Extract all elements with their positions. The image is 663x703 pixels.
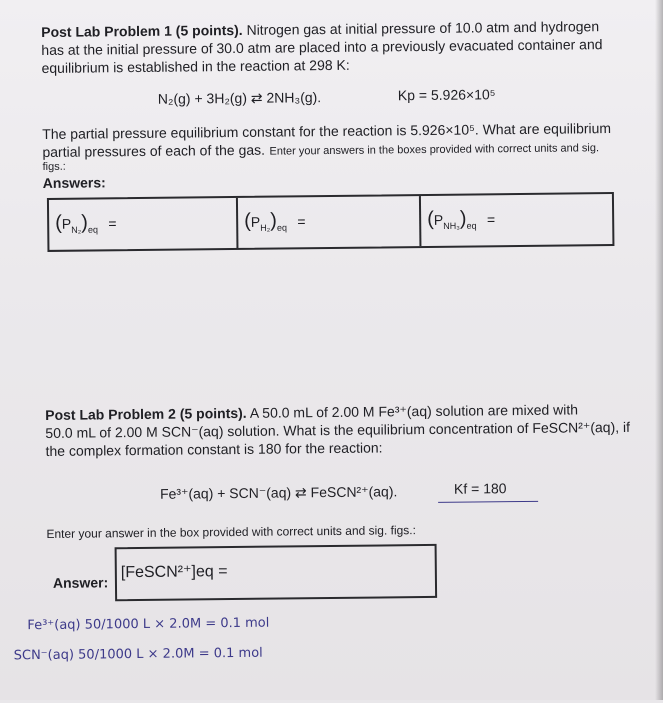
eq-sub: eq [466,220,477,231]
equals-sign: = [486,211,496,228]
equals-sign: = [108,215,117,232]
p-sub: NH₃ [443,220,460,231]
handwriting-line-2: SCN⁻(aq) 50/1000 L × 2.0M = 0.1 mol [13,645,263,664]
paren-close: ) [81,211,88,234]
p2-kf: Kf = 180 [453,480,507,497]
p1-desc-2-small: Enter your answers in the boxes provided with correct units and sig. [269,142,600,158]
p2-line-1-rest: A 50.0 mL of 2.00 M Fe³⁺(aq) solution are mixed with [249,401,579,421]
eq-sub: eq [276,222,287,233]
p1-divider-2 [419,196,422,246]
paren-open: ( [427,207,434,230]
p1-reaction: N₂(g) + 3H₂(g) ⇄ 2NH₃(g). [157,89,322,107]
p1-answers-box [47,192,615,252]
paren-close: ) [459,207,467,230]
p1-desc-1: The partial pressure equilibrium constant for the reaction is 5.926×10⁵. What are equilibrium [42,120,612,143]
p-label: P [433,211,444,228]
p1-title: Post Lab Problem 1 (5 points). [41,21,243,41]
p1-line-2: has at the initial pressure of 30.0 atm are placed into a previously evacuated container and [41,36,603,59]
p1-line-1-rest: Nitrogen gas at initial pressure of 10.0 atm and hydrogen [246,18,600,38]
paren-close: ) [270,209,277,232]
p1-desc-2-main: partial pressures of each of the gas. [42,141,266,161]
p2-answer-label: Answer: [52,574,109,591]
p1-kp: Kp = 5.926×10⁵ [397,86,496,104]
equals-sign: = [297,213,306,230]
eq-sub: eq [87,224,99,235]
p-sub: N₂ [71,224,82,235]
p-label: P [250,213,261,230]
p2-instruction: Enter your answer in the box provided with correct units and sig. figs.: [46,523,417,541]
p1-answers-label: Answers: [42,174,106,192]
p2-reaction: Fe³⁺(aq) + SCN⁻(aq) ⇄ FeSCN²⁺(aq). [159,483,398,502]
page-edge-shadow [655,0,663,700]
paren-open: ( [55,211,62,234]
p2-title: Post Lab Problem 2 (5 points). [45,404,247,423]
p1-desc-3: figs.: [42,160,66,174]
p1-desc-2 [42,138,599,162]
p1-cell-nh3[interactable] [427,207,495,231]
p1-line-3: equilibrium is established in the reaction at 298 K: [41,56,350,77]
p1-cell-h2[interactable] [244,209,306,233]
p-sub: H₂ [260,222,271,233]
p-label: P [61,215,72,232]
kf-underline [438,501,538,503]
handwriting-line-1: Fe³⁺(aq) 50/1000 L × 2.0M = 0.1 mol [27,615,270,634]
paren-open: ( [244,209,251,232]
p2-line-2: 50.0 mL of 2.00 M SCN⁻(aq) solution. What is the equilibrium concentration of FeSCN²⁺(aq), if [45,418,631,441]
p2-answer-expr: [FeSCN²⁺]eq = [120,563,228,582]
p2-line-3: the complex formation constant is 180 for the reaction: [45,439,383,459]
p1-divider-1 [236,198,239,248]
p2-answer-box[interactable] [115,544,438,601]
p1-cell-n2[interactable] [55,211,117,235]
